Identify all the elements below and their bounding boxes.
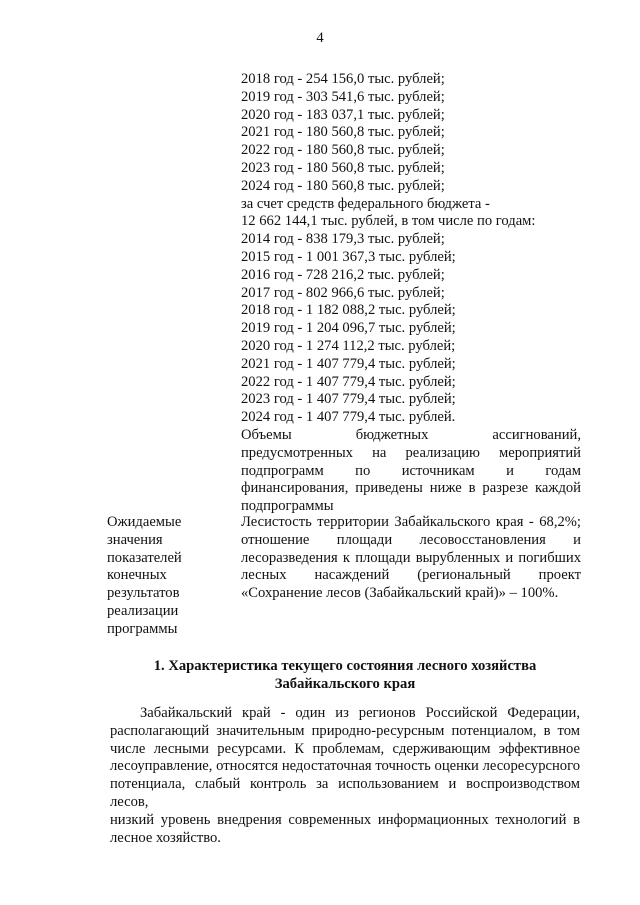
label-line: показателей [107,549,182,566]
paragraph-line: Забайкальский край - один из регионов Российской Федерации, [140,705,580,721]
list-item: 2018 год - 1 182 088,2 тыс. рублей; [241,302,456,319]
label-line: реализации [107,602,179,619]
paragraph-line: низкий уровень внедрения современных информационных технологий в [110,811,580,828]
list-item: 2022 год - 1 407 779,4 тыс. рублей; [241,373,456,390]
list-item: 2014 год - 838 179,3 тыс. рублей; [241,231,445,248]
expected-results-text [241,514,581,603]
list-item: 2016 год - 728 216,2 тыс. рублей; [241,266,445,283]
result-line: лесоразведения к площади вырубленных и погибших [241,549,581,566]
federal-intro-line: 12 662 144,1 тыс. рублей, в том числе по годам: [241,213,536,230]
page-number: 4 [316,30,324,46]
list-item: 2020 год - 183 037,1 тыс. рублей; [241,106,445,123]
paragraph-line: числе лесными ресурсами. К проблемам, сдерживающим эффективное [110,740,580,757]
heading-line: Забайкальского края [274,676,416,692]
list-item: 2019 год - 1 204 096,7 тыс. рублей; [241,320,456,337]
list-item: 2019 год - 303 541,6 тыс. рублей; [241,88,445,105]
heading-line: 1. Характеристика текущего состояния лесного хозяйства [153,658,537,674]
result-line: Лесистость территории Забайкальского края - 68,2%; [241,514,581,530]
result-line: «Сохранение лесов (Забайкальский край)» – 100%. [241,585,559,602]
list-item: 2017 год - 802 966,6 тыс. рублей; [241,284,445,301]
federal-intro-line: за счет средств федерального бюджета - [241,195,490,212]
section-heading [110,657,580,693]
list-item: 2024 год - 180 560,8 тыс. рублей; [241,177,445,194]
paragraph-line: потенциала, слабый контроль за использованием и воспроизводством лесов, [110,776,580,810]
expected-results-label [107,514,222,639]
paragraph-line: лесоуправление, относятся недостаточная точность оценки лесоресурсного [110,758,580,775]
list-item: 2015 год - 1 001 367,3 тыс. рублей; [241,248,456,265]
list-item: 2021 год - 1 407 779,4 тыс. рублей; [241,355,456,372]
label-line: результатов [107,585,180,602]
paragraph-line: располагающий значительным природно-ресурсным потенциалом, в том [110,722,580,739]
result-line: лесных насаждений (региональный проект [241,567,581,584]
list-item: 2020 год - 1 274 112,2 тыс. рублей; [241,337,456,354]
regional-years-list [241,71,581,516]
result-line: отношение площади лесовосстановления и [241,531,581,548]
note-line: подпрограмм по источникам и годам [241,462,581,479]
note-line: подпрограммы [241,498,334,515]
list-item: 2023 год - 1 407 779,4 тыс. рублей; [241,391,456,408]
list-item: 2018 год - 254 156,0 тыс. рублей; [241,71,445,87]
section-paragraph [110,705,580,847]
note-line: Объемы бюджетных ассигнований, [241,426,581,443]
list-item: 2023 год - 180 560,8 тыс. рублей; [241,159,445,176]
label-line: Ожидаемые [107,514,182,530]
allocations-note [241,427,581,516]
list-item: 2022 год - 180 560,8 тыс. рублей; [241,142,445,159]
label-line: программы [107,620,178,637]
label-line: конечных [107,567,167,584]
note-line: предусмотренных на реализацию мероприятий [241,444,581,461]
label-line: значения [107,531,163,548]
paragraph-line: лесное хозяйство. [110,829,221,846]
list-item: 2021 год - 180 560,8 тыс. рублей; [241,124,445,141]
list-item: 2024 год - 1 407 779,4 тыс. рублей. [241,409,456,426]
note-line: финансирования, приведены ниже в разрезе каждой [241,480,581,497]
